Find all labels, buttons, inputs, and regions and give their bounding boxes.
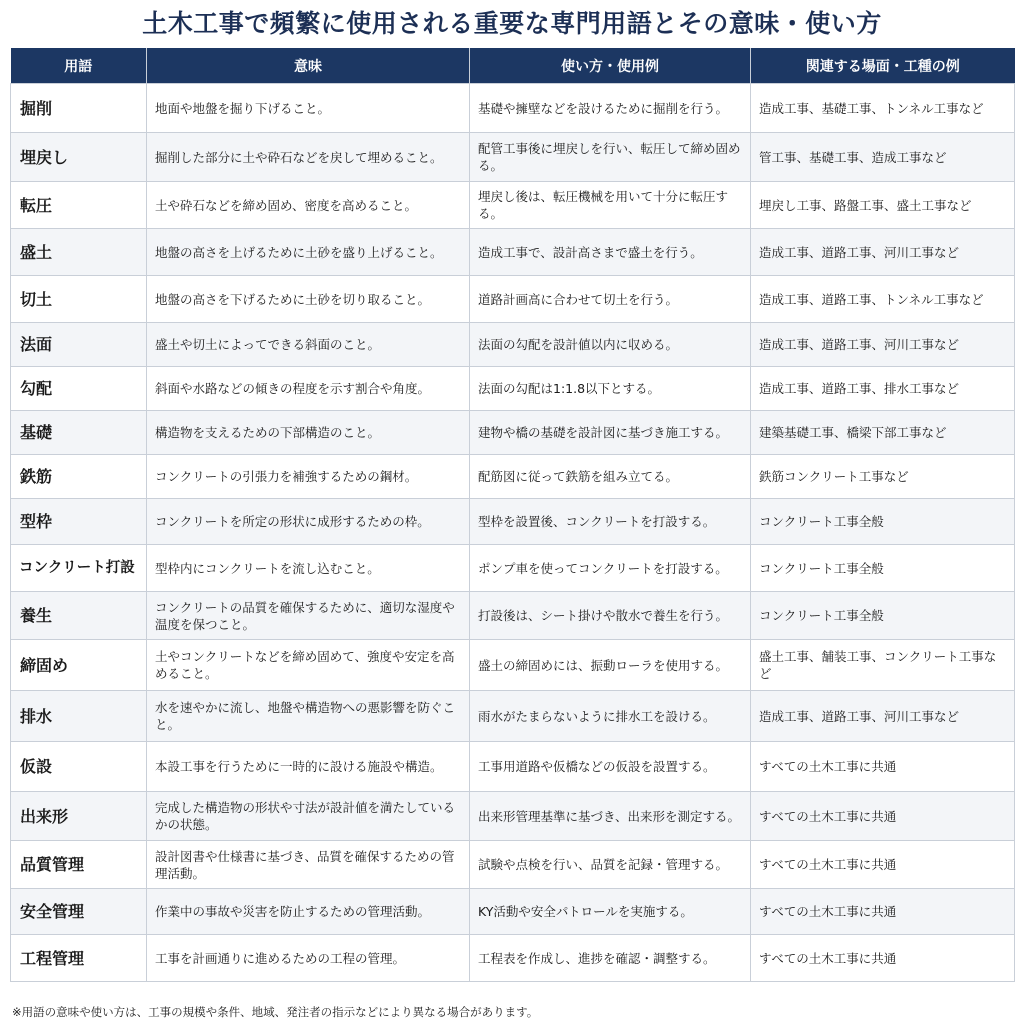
meaning-cell: 工事を計画通りに進めるための工程の管理。: [147, 935, 470, 982]
term-cell: 安全管理: [11, 889, 147, 935]
table-row: [11, 182, 1015, 229]
usage-cell: 配筋図に従って鉄筋を組み立てる。: [470, 455, 751, 499]
context-cell: すべての土木工事に共通: [751, 742, 1015, 792]
usage-cell: 盛土の締固めには、振動ローラを使用する。: [470, 640, 751, 691]
table-row: [11, 545, 1015, 592]
table-row: [11, 792, 1015, 841]
context-cell: 造成工事、基礎工事、トンネル工事など: [751, 84, 1015, 133]
meaning-cell: 設計図書や仕様書に基づき、品質を確保するための管理活動。: [147, 841, 470, 889]
context-cell: 建築基礎工事、橋梁下部工事など: [751, 411, 1015, 455]
usage-cell: 試験や点検を行い、品質を記録・管理する。: [470, 841, 751, 889]
usage-cell: 出来形管理基準に基づき、出来形を測定する。: [470, 792, 751, 841]
usage-cell: 配管工事後に埋戻しを行い、転圧して締め固める。: [470, 133, 751, 182]
context-cell: コンクリート工事全般: [751, 592, 1015, 640]
usage-cell: 道路計画高に合わせて切土を行う。: [470, 276, 751, 323]
table-row: [11, 935, 1015, 982]
usage-cell: 基礎や擁壁などを設けるために掘削を行う。: [470, 84, 751, 133]
meaning-cell: 完成した構造物の形状や寸法が設計値を満たしているかの状態。: [147, 792, 470, 841]
table-row: [11, 841, 1015, 889]
table-row: [11, 229, 1015, 276]
term-cell: 出来形: [11, 792, 147, 841]
usage-cell: 建物や橋の基礎を設計図に基づき施工する。: [470, 411, 751, 455]
usage-cell: 型枠を設置後、コンクリートを打設する。: [470, 499, 751, 545]
term-cell: 養生: [11, 592, 147, 640]
context-cell: 盛土工事、舗装工事、コンクリート工事など: [751, 640, 1015, 691]
term-cell: 品質管理: [11, 841, 147, 889]
table-body: [11, 84, 1015, 982]
table-row: [11, 592, 1015, 640]
table-row: [11, 455, 1015, 499]
table-header: [11, 48, 1015, 84]
meaning-cell: 盛土や切土によってできる斜面のこと。: [147, 323, 470, 367]
term-cell: 排水: [11, 691, 147, 742]
usage-cell: 法面の勾配は1:1.8以下とする。: [470, 367, 751, 411]
table-row: [11, 323, 1015, 367]
table-row: [11, 499, 1015, 545]
term-cell: 転圧: [11, 182, 147, 229]
context-cell: 鉄筋コンクリート工事など: [751, 455, 1015, 499]
usage-cell: 工事用道路や仮橋などの仮設を設置する。: [470, 742, 751, 792]
header-meaning: 意味: [147, 48, 470, 84]
meaning-cell: 斜面や水路などの傾きの程度を示す割合や角度。: [147, 367, 470, 411]
context-cell: すべての土木工事に共通: [751, 889, 1015, 935]
usage-cell: KY活動や安全パトロールを実施する。: [470, 889, 751, 935]
terms-table: [10, 48, 1015, 982]
context-cell: すべての土木工事に共通: [751, 792, 1015, 841]
meaning-cell: コンクリートの引張力を補強するための鋼材。: [147, 455, 470, 499]
page-title: 土木工事で頻繁に使用される重要な専門用語とその意味・使い方: [142, 9, 882, 38]
term-cell: 埋戻し: [11, 133, 147, 182]
term-cell: 締固め: [11, 640, 147, 691]
table-row: [11, 133, 1015, 182]
context-cell: すべての土木工事に共通: [751, 935, 1015, 982]
usage-cell: 造成工事で、設計高さまで盛土を行う。: [470, 229, 751, 276]
context-cell: 造成工事、道路工事、河川工事など: [751, 691, 1015, 742]
term-cell: 型枠: [11, 499, 147, 545]
term-cell: コンクリート打設: [11, 545, 147, 592]
term-cell: 基礎: [11, 411, 147, 455]
term-cell: 盛土: [11, 229, 147, 276]
context-cell: 管工事、基礎工事、造成工事など: [751, 133, 1015, 182]
table-row: [11, 276, 1015, 323]
meaning-cell: 水を速やかに流し、地盤や構造物への悪影響を防ぐこと。: [147, 691, 470, 742]
meaning-cell: 地面や地盤を掘り下げること。: [147, 84, 470, 133]
meaning-cell: 構造物を支えるための下部構造のこと。: [147, 411, 470, 455]
meaning-cell: 作業中の事故や災害を防止するための管理活動。: [147, 889, 470, 935]
table-row: [11, 411, 1015, 455]
context-cell: コンクリート工事全般: [751, 545, 1015, 592]
meaning-cell: 土や砕石などを締め固め、密度を高めること。: [147, 182, 470, 229]
table-row: [11, 367, 1015, 411]
term-cell: 勾配: [11, 367, 147, 411]
usage-cell: 法面の勾配を設計値以内に収める。: [470, 323, 751, 367]
context-cell: 造成工事、道路工事、河川工事など: [751, 323, 1015, 367]
context-cell: 造成工事、道路工事、トンネル工事など: [751, 276, 1015, 323]
meaning-cell: 地盤の高さを上げるために土砂を盛り上げること。: [147, 229, 470, 276]
table-row: [11, 84, 1015, 133]
context-cell: 造成工事、道路工事、河川工事など: [751, 229, 1015, 276]
meaning-cell: 地盤の高さを下げるために土砂を切り取ること。: [147, 276, 470, 323]
meaning-cell: 掘削した部分に土や砕石などを戻して埋めること。: [147, 133, 470, 182]
meaning-cell: コンクリートを所定の形状に成形するための枠。: [147, 499, 470, 545]
usage-cell: 工程表を作成し、進捗を確認・調整する。: [470, 935, 751, 982]
usage-cell: 打設後は、シート掛けや散水で養生を行う。: [470, 592, 751, 640]
meaning-cell: コンクリートの品質を確保するために、適切な湿度や温度を保つこと。: [147, 592, 470, 640]
term-cell: 切土: [11, 276, 147, 323]
meaning-cell: 本設工事を行うために一時的に設ける施設や構造。: [147, 742, 470, 792]
meaning-cell: 土やコンクリートなどを締め固めて、強度や安定を高めること。: [147, 640, 470, 691]
term-cell: 工程管理: [11, 935, 147, 982]
context-cell: すべての土木工事に共通: [751, 841, 1015, 889]
context-cell: 埋戻し工事、路盤工事、盛土工事など: [751, 182, 1015, 229]
footnote: ※用語の意味や使い方は、工事の規模や条件、地域、発注者の指示などにより異なる場合があります。: [12, 1005, 539, 1019]
table-row: [11, 691, 1015, 742]
table-row: [11, 742, 1015, 792]
usage-cell: 雨水がたまらないように排水工を設ける。: [470, 691, 751, 742]
header-usage: 使い方・使用例: [470, 48, 751, 84]
header-context: 関連する場面・工種の例: [751, 48, 1015, 84]
header-row: [11, 48, 1015, 84]
term-cell: 法面: [11, 323, 147, 367]
term-cell: 仮設: [11, 742, 147, 792]
meaning-cell: 型枠内にコンクリートを流し込むこと。: [147, 545, 470, 592]
usage-cell: 埋戻し後は、転圧機械を用いて十分に転圧する。: [470, 182, 751, 229]
term-cell: 鉄筋: [11, 455, 147, 499]
usage-cell: ポンプ車を使ってコンクリートを打設する。: [470, 545, 751, 592]
table-row: [11, 640, 1015, 691]
term-cell: 掘削: [11, 84, 147, 133]
context-cell: コンクリート工事全般: [751, 499, 1015, 545]
context-cell: 造成工事、道路工事、排水工事など: [751, 367, 1015, 411]
table-row: [11, 889, 1015, 935]
header-term: 用語: [11, 48, 147, 84]
